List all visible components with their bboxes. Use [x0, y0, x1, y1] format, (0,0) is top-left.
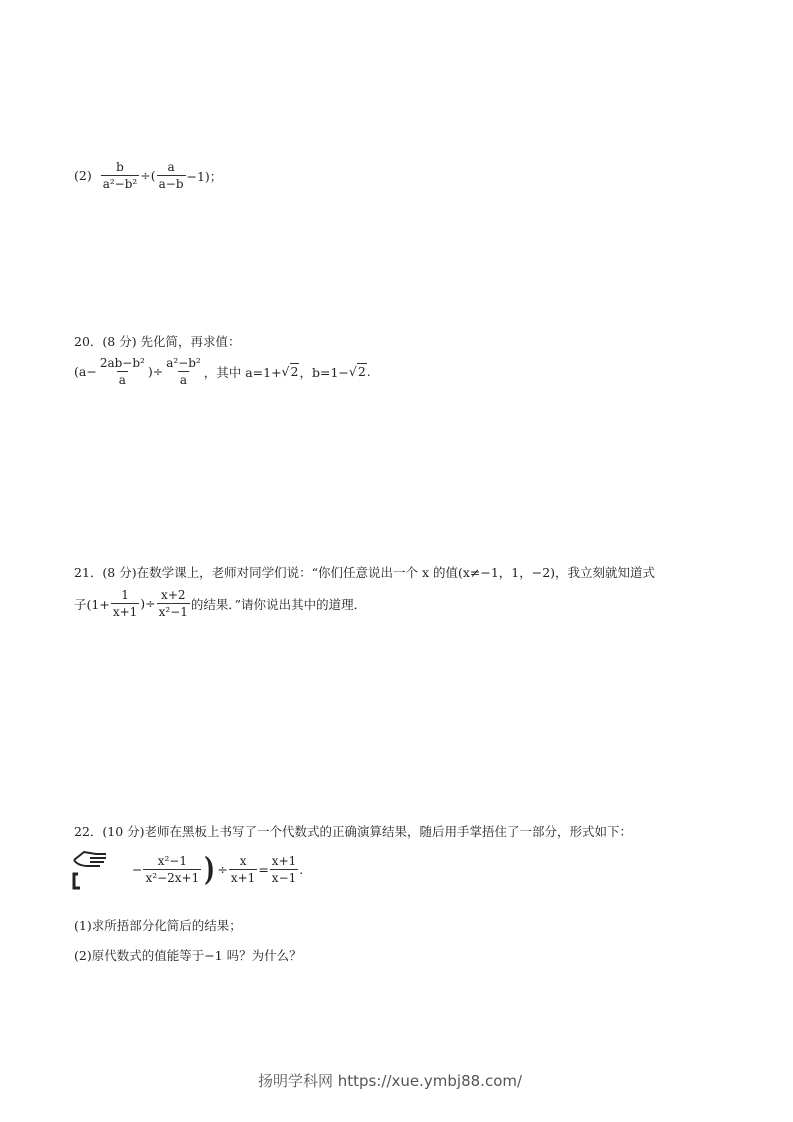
fraction-x-over-x+1: $\frac{x}{x+1}$ [230, 853, 256, 885]
fraction-a2-b2-over-a: $\frac{\text{a²−b²}}{a}$ [166, 356, 201, 387]
fraction-x+1-over-x-1: $\frac{x+1}{x-1}$ [271, 853, 297, 885]
question-22-sub-1: (1)求所捂部分化简后的结果； [74, 918, 242, 933]
question-21-line-1: 21．(8 分)在数学课上，老师对同学们说：“你们任意说出一个 x 的值(x≠−1，1，−2)，我立刻就知道式 [74, 565, 656, 580]
fraction-a-over-a-b: $\frac{a}{a-b}$ [158, 160, 184, 191]
fraction-b-over-a2-b2: $\frac{b}{\text{a²−b²}}$ [102, 160, 138, 191]
open-paren: ( [150, 168, 156, 183]
question-21-expression: 子(1+ $\frac{1}{x+1}$ )÷ $\frac{x+2}{\text{x²−1}}$ 的结果．”请你说出其中的道理． [74, 588, 367, 619]
fraction-1-over-x+1: $\frac{1}{x+1}$ [112, 588, 138, 619]
hand-icon [70, 848, 120, 890]
fraction-x2-1-over-x2-2x+1: $\frac{\text{x²−1}}{\text{x²−2x+1}}$ [145, 853, 200, 885]
question-22-sub-2: (2)原代数式的值能等于−1 吗？为什么？ [74, 948, 302, 963]
sqrt-2: √2 [348, 364, 366, 379]
question-20-expression: (a− $\frac{\text{2ab−b²}}{a}$ )÷ $\frac{\text{a²−b²}}{a}$ ，其中 a=1+ √2 ，b=1− √2 . [74, 356, 371, 387]
footer-watermark: 扬明学科网 https://xue.ymbj88.com/ [258, 1072, 523, 1090]
divide-operator: ÷ [140, 168, 151, 183]
fraction-x+2-over-x2-1: $\frac{x+2}{\text{x²−1}}$ [158, 588, 188, 619]
close-paren: ) [204, 850, 216, 888]
question-20-header: 20．(8 分) 先化简，再求值： [74, 334, 241, 349]
question-19-part-2 [74, 160, 222, 191]
part-label: (2) [74, 168, 92, 183]
sqrt-2: √2 [281, 364, 299, 379]
expression-tail: −1)； [186, 168, 223, 184]
question-22-line-1: 22．(10 分)老师在黑板上书写了一个代数式的正确演算结果，随后用手掌捂住了一部分，形式如下： [74, 824, 633, 839]
fraction-2ab-b2-over-a: $\frac{\text{2ab−b²}}{a}$ [99, 356, 145, 387]
question-22-expression: − $\frac{\text{x²−1}}{\text{x²−2x+1}}$ ) ÷ $\frac{x}{x+1}$ = $\frac{x+1}{x-1}$ . [70, 848, 303, 890]
